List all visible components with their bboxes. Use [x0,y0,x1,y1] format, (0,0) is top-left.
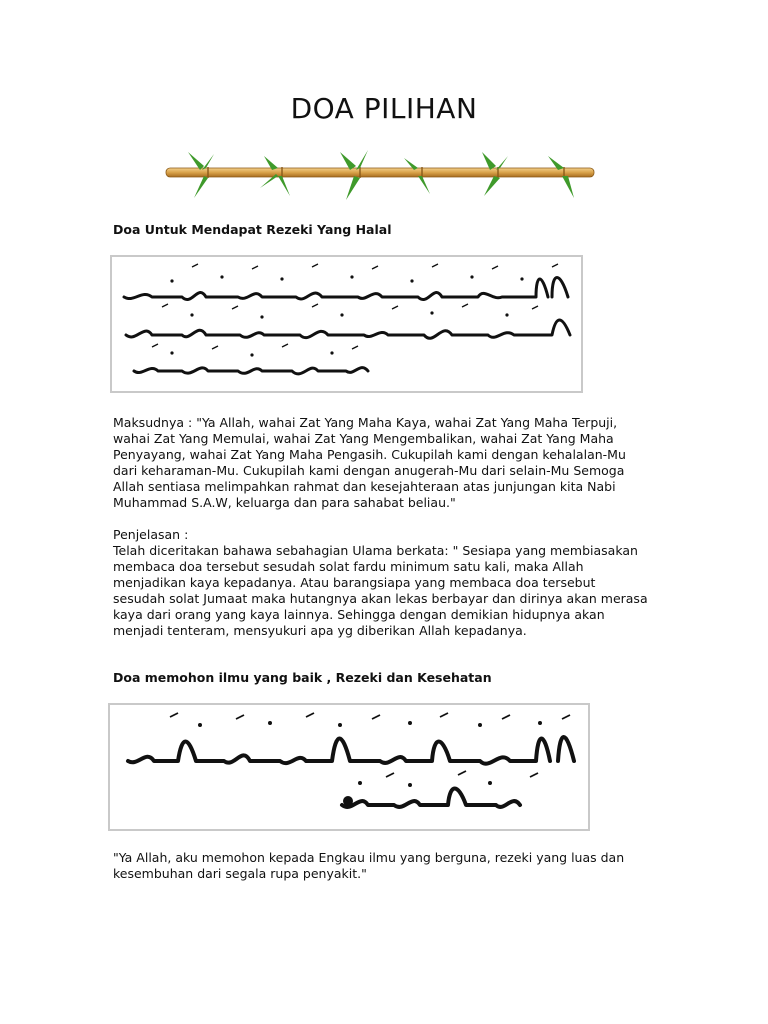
section1-heading: Doa Untuk Mendapat Rezeki Yang Halal [113,222,392,237]
page-title: DOA PILIHAN [290,92,478,125]
section1-meaning: Maksudnya : "Ya Allah, wahai Zat Yang Maha Kaya, wahai Zat Yang Maha Terpuji, wahai Zat Yang Memulai, wahai Zat Yang Mengembalikan, wahai Zat Yang Maha Penyayang, wahai Zat Yang Maha Pengasih. Cukupilah kami dengan kehalalan-Mu dari keharaman-Mu. Cukupilah kami dengan anugerah-Mu dari selain-Mu Semoga Allah sentiasa melimpahkan rahmat dan kesejahteraan atas junjungan kita Nabi Muhammad S.A.W, keluarga dan para sahabat beliau." [113,415,626,510]
arabic-calligraphy-image-1 [110,255,583,393]
section1-explanation-label: Penjelasan : [113,527,189,542]
section2-meaning: "Ya Allah, aku memohon kepada Engkau ilmu yang berguna, rezeki yang luas dan kesembuhan dari segala rupa penyakit." [113,850,625,881]
bamboo-divider [160,148,600,206]
section2-heading: Doa memohon ilmu yang baik , Rezeki dan Kesehatan [113,670,492,685]
section1-explanation: Telah diceritakan bahawa sebahagian Ulama berkata: " Sesiapa yang membiasakan membaca doa tersebut sesudah solat fardu minimum satu kali, maka Allah menjadikan kaya kepadanya. Atau barangsiapa yang membaca doa tersebut sesudah solat Jumaat maka hutangnya akan lekas berbayar dan dirinya akan merasa kaya dari orang yang kaya lainnya. Sehingga dengan demikian hidupnya akan menjadi tenteram, mensyukuri apa yg diberikan Allah kepadanya. [113,543,648,638]
arabic-calligraphy-image-2 [108,703,590,831]
